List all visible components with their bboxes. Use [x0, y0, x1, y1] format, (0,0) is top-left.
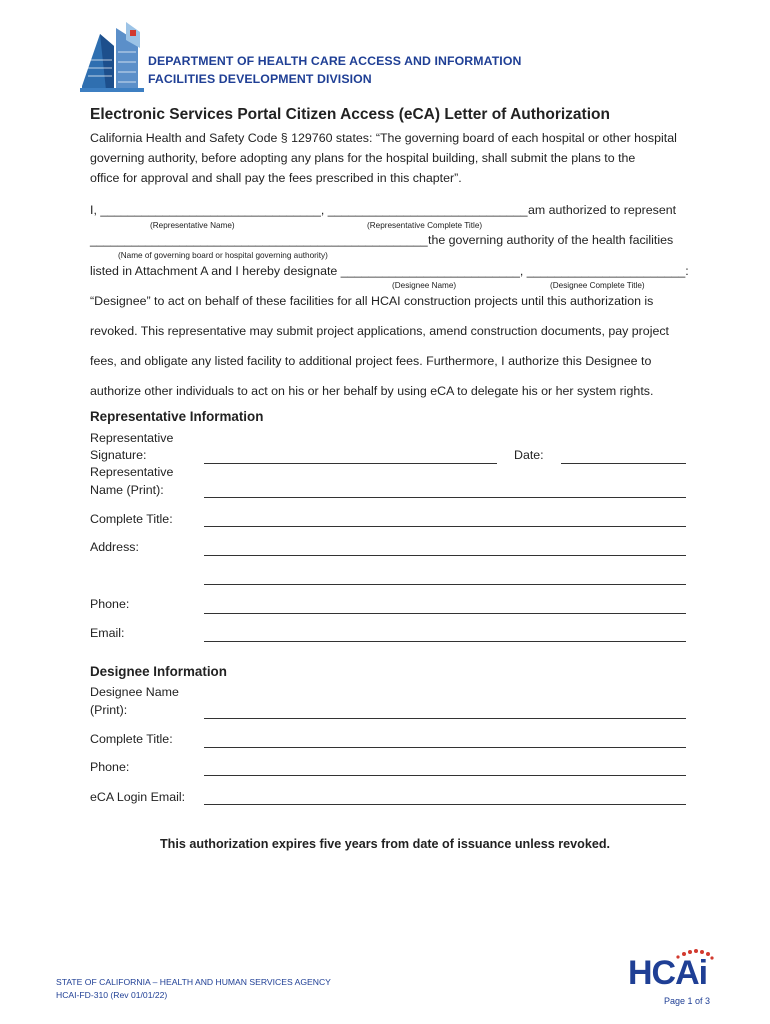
intro-line-3: office for approval and shall pay the fees prescribed in this chapter”.: [90, 171, 462, 185]
footer-agency: STATE OF CALIFORNIA – HEALTH AND HUMAN SERVICES AGENCY: [56, 977, 331, 987]
building-logo-icon: [80, 20, 146, 94]
rep-email-label: Email:: [90, 626, 125, 640]
date-field[interactable]: [561, 463, 686, 464]
intro-line-2: governing authority, before adopting any plans for the hospital building, shall submit the plans to the: [90, 151, 636, 165]
authorization-paragraph-line-3: fees, and obligate any listed facility to additional project fees. Furthermore, I authorize this Designee to: [90, 354, 652, 368]
rep-address-field-1[interactable]: [204, 555, 686, 556]
rep-phone-field[interactable]: [204, 613, 686, 614]
authorization-line-1: I, ________________________________, _____________________________: [90, 203, 528, 217]
expiry-notice: This authorization expires five years from date of issuance unless revoked.: [159, 837, 611, 851]
rep-address-field-2[interactable]: [204, 584, 686, 585]
designee-name-label-line-1: Designee Name: [90, 685, 179, 699]
department-name: DEPARTMENT OF HEALTH CARE ACCESS AND INFORMATION: [148, 54, 522, 68]
designee-login-label: eCA Login Email:: [90, 790, 186, 804]
caption-designee-title: (Designee Complete Title): [550, 281, 645, 290]
intro-line-1: California Health and Safety Code § 129760 states: “The governing board of each hospital or other hospital: [90, 131, 677, 145]
caption-designee-name: (Designee Name): [392, 281, 457, 290]
authorization-paragraph-line-4: authorize other individuals to act on his or her behalf by using eCA to delegate his or her system rights.: [90, 384, 654, 398]
footer-form-id: HCAI-FD-310 (Rev 01/01/22): [56, 990, 168, 1000]
designee-phone-label: Phone:: [90, 760, 130, 774]
authorization-line-3: listed in Attachment A and I hereby designate __________________________, _______________________:: [90, 264, 689, 278]
division-name: FACILITIES DEVELOPMENT DIVISION: [148, 72, 372, 86]
authorization-paragraph-line-2: revoked. This representative may submit project applications, amend construction documents, pay project: [90, 324, 669, 338]
document-title: Electronic Services Portal Citizen Access (eCA) Letter of Authorization: [90, 106, 610, 123]
designee-title-label: Complete Title:: [90, 732, 173, 746]
authorization-line-2-suffix: the governing authority of the health facilities: [428, 233, 674, 247]
designee-section-heading: Designee Information: [90, 664, 227, 679]
rep-name-label-line-1: Representative: [90, 465, 174, 479]
hcai-logo-text: HCAi: [628, 954, 708, 992]
rep-title-field[interactable]: [204, 526, 686, 527]
page-number: Page 1 of 3: [664, 996, 711, 1006]
signature-label-line-2: Signature:: [90, 448, 147, 462]
caption-representative-name: (Representative Name): [150, 221, 235, 230]
designee-name-label-line-2: (Print):: [90, 703, 128, 717]
caption-representative-title: (Representative Complete Title): [367, 221, 483, 230]
hcai-logo-icon: [626, 948, 718, 998]
rep-title-label: Complete Title:: [90, 512, 173, 526]
designee-phone-field[interactable]: [204, 775, 686, 776]
rep-phone-label: Phone:: [90, 597, 130, 611]
designee-name-field[interactable]: [204, 718, 686, 719]
caption-governing-board: (Name of governing board or hospital governing authority): [118, 251, 328, 260]
authorization-line-2-blank: _________________________________________________: [90, 233, 428, 247]
rep-address-label: Address:: [90, 540, 139, 554]
rep-email-field[interactable]: [204, 641, 686, 642]
designee-login-field[interactable]: [204, 804, 686, 805]
signature-field[interactable]: [204, 463, 497, 464]
signature-label-line-1: Representative: [90, 431, 174, 445]
designee-title-field[interactable]: [204, 747, 686, 748]
representative-section-heading: Representative Information: [90, 409, 264, 424]
date-label: Date:: [514, 448, 544, 462]
rep-name-label-line-2: Name (Print):: [90, 483, 164, 497]
authorization-paragraph-line-1: “Designee” to act on behalf of these facilities for all HCAI construction projects until this authorization is: [90, 294, 654, 308]
rep-name-field[interactable]: [204, 497, 686, 498]
authorization-line-1-suffix: am authorized to represent: [528, 203, 677, 217]
